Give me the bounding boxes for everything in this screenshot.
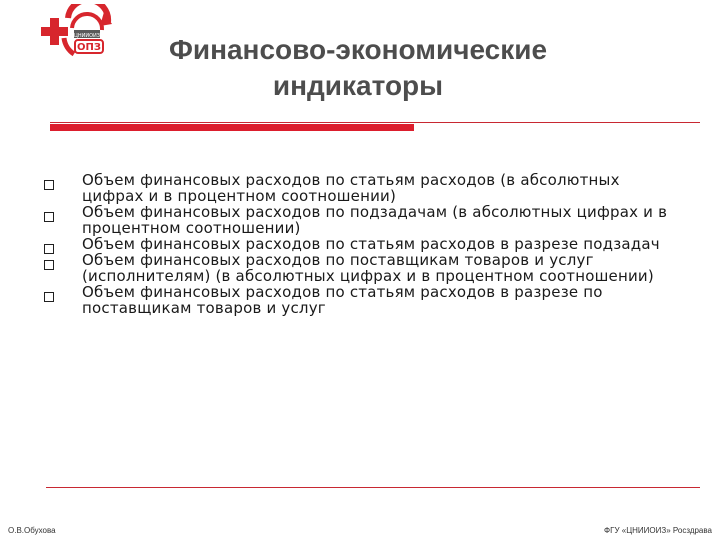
list-item [40,236,680,252]
list-item [40,204,680,236]
footer-divider-line [46,487,700,488]
square-bullet-icon [44,260,54,270]
bullet-text: Объем финансовых расходов по статьям расходов (в абсолютных цифрах и в процентном соотношении) [82,171,620,205]
slide-title [118,32,598,104]
logo-text: ОПЗ [77,42,101,53]
bullet-text: Объем финансовых расходов по подзадачам (в абсолютных цифрах и в процентном соотношении) [82,203,668,237]
title-line-1: Финансово-экономические [168,34,548,65]
logo [20,4,120,60]
bullet-text: Объем финансовых расходов по статьям расходов в разрезе подзадач [82,235,660,253]
square-bullet-icon [44,180,54,190]
list-item [40,252,680,284]
title-accent-bar [50,124,414,131]
square-bullet-icon [44,212,54,222]
footer-author: О.В.Обухова [8,526,56,535]
list-item [40,284,680,316]
list-item [40,172,680,204]
square-bullet-icon [44,292,54,302]
title-divider-line [50,122,700,123]
title-line-2: индикаторы [272,70,444,101]
logo-small-text: ЦНИИОИЗ [73,33,101,39]
footer-organization: ФГУ «ЦНИИОИЗ» Росздрава [604,526,712,535]
bullet-text: Объем финансовых расходов по поставщикам товаров и услуг (исполнителям) (в абсолютных цифрах и в процентном соотношении) [82,251,654,285]
logo-emblem [20,4,120,60]
bullet-text: Объем финансовых расходов по статьям расходов в разрезе по поставщикам товаров и услуг [82,283,603,317]
bullet-list [40,172,680,316]
